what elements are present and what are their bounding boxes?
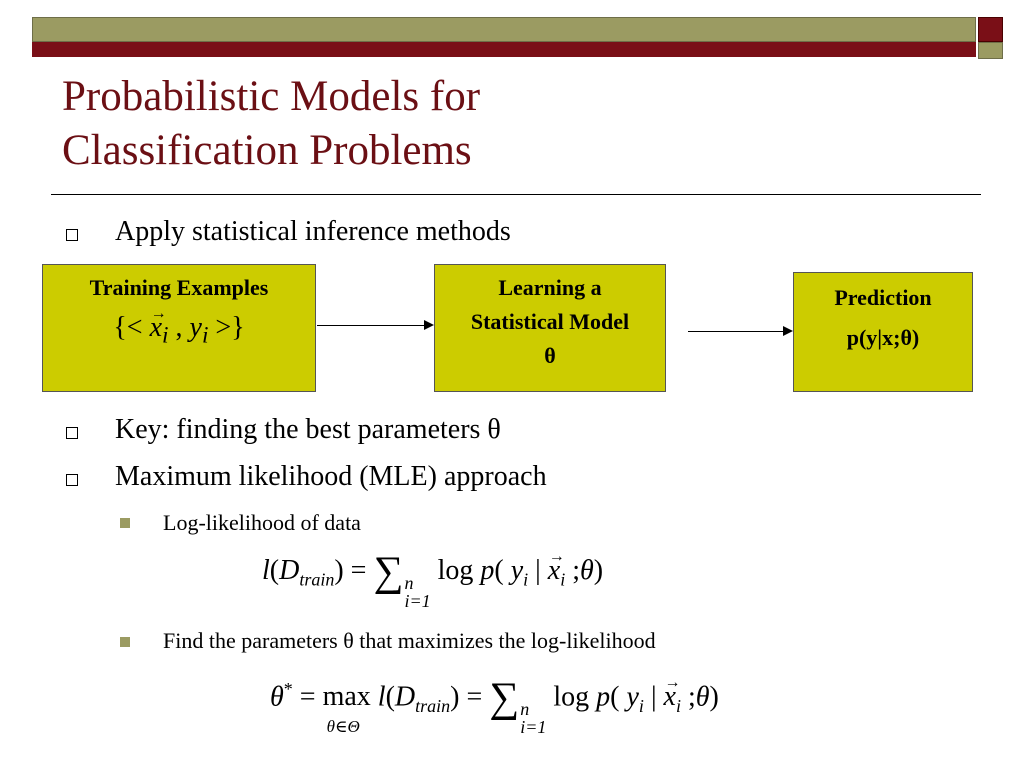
box-prediction-formula: p(y|x;θ) xyxy=(846,325,920,350)
sum-limits-2 xyxy=(520,700,546,736)
sum-symbol: ∑ xyxy=(373,549,404,595)
title-line-1: Probabilistic Models for xyxy=(62,73,481,120)
f1-train: train xyxy=(299,569,335,590)
f2-n: n xyxy=(520,699,530,720)
bullet-marker-2 xyxy=(66,427,78,439)
max-operator xyxy=(322,680,371,737)
box-training-title: Training Examples xyxy=(89,275,269,300)
f2-under: θ∈Θ xyxy=(326,717,360,737)
f2-x: → x xyxy=(664,680,676,714)
formula-log-likelihood: $l(D_{train})$ = ∑ n i=1 log p( $y_i$ | → $x_i$ ;θ) xyxy=(262,554,603,610)
arrow-2 xyxy=(688,331,791,332)
bullet-marker-1 xyxy=(66,229,78,241)
f2-p: p xyxy=(596,681,611,713)
box-learning-line3: θ xyxy=(544,343,556,368)
bullet-text-2: Key: finding the best parameters θ xyxy=(115,414,501,445)
formula-mle: θ* = max θ∈Θ $l(D_{train})$ = ∑ n i=1 log p( $y_i$ | → $x_i$ ;θ) xyxy=(270,672,719,736)
f2-star: * xyxy=(283,679,293,699)
sub-bullet-marker-2 xyxy=(120,637,130,647)
f2-log: log xyxy=(553,681,590,713)
bullet-text-3: Maximum likelihood (MLE) approach xyxy=(115,461,547,492)
f1-log: log xyxy=(437,555,474,586)
f2-train: train xyxy=(415,695,451,716)
f1-y: y xyxy=(510,555,524,586)
index-i-2: i xyxy=(201,322,209,349)
training-set-formula: {< → $x_i$ , $y_i$ >} xyxy=(43,311,315,353)
f2-i1: i=1 xyxy=(520,717,547,738)
sub-bullet-marker-1 xyxy=(120,518,130,528)
sum-limits xyxy=(404,574,430,610)
f1-n: n xyxy=(404,573,414,593)
vector-x: → x xyxy=(150,311,162,345)
index-i: i xyxy=(162,322,169,349)
f1-x: → x xyxy=(548,554,560,588)
sum-symbol-2: ∑ xyxy=(489,675,520,722)
f2-theta-end: θ xyxy=(695,681,710,713)
box-learning-line1: Learning a xyxy=(498,275,602,300)
box-prediction xyxy=(793,272,973,392)
f1-i1: i=1 xyxy=(404,591,431,611)
f1-xi: i xyxy=(560,569,566,590)
sub-bullet-text-1: Log-likelihood of data xyxy=(163,510,361,535)
header-bar-olive xyxy=(32,17,976,42)
f1-yi: i xyxy=(523,569,529,590)
header-square-olive xyxy=(978,42,1003,59)
f1-p: p xyxy=(480,555,495,586)
box-prediction-title: Prediction xyxy=(834,285,932,310)
sub-bullet-text-2: Find the parameters θ that maximizes the log-likelihood xyxy=(163,628,656,653)
box-learning-model xyxy=(434,264,666,392)
header-square-maroon xyxy=(978,17,1003,42)
f2-yi: i xyxy=(638,695,644,716)
f2-theta: θ xyxy=(270,681,284,713)
box-training-examples xyxy=(42,264,316,392)
f2-l: l xyxy=(377,681,386,713)
f1-l: l xyxy=(262,555,270,586)
header-bar-maroon xyxy=(32,42,976,57)
box-learning-line2: Statistical Model xyxy=(470,309,630,334)
f1-theta: θ xyxy=(580,555,594,586)
title-line-2: Classification Problems xyxy=(62,127,472,174)
bullet-marker-3 xyxy=(66,474,78,486)
f2-max: max xyxy=(322,681,371,713)
f2-xi: i xyxy=(675,695,681,716)
f1-D: D xyxy=(279,555,300,586)
f2-y: y xyxy=(626,681,639,713)
var-y: y xyxy=(189,312,202,343)
arrow-1 xyxy=(317,325,432,326)
f2-D: D xyxy=(394,681,416,713)
bullet-text-1: Apply statistical inference methods xyxy=(115,216,511,247)
title-divider xyxy=(51,194,981,195)
slide-title xyxy=(62,70,480,178)
